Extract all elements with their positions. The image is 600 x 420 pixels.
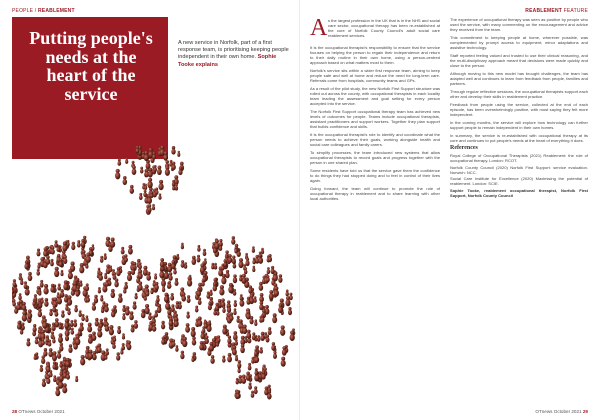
paragraph: It is the occupational therapist's role to identify and coordinate what the person needs to achieve their goals, working alongside health and social care colleagues and family carers. [310,132,440,147]
section-prefix: PEOPLE [12,8,34,14]
heart-hands-people-icon [12,132,302,404]
reference-item: Norfolk County Council (2020) Norfolk First Support: service evaluation. Norwich: NCC. [450,164,588,175]
paragraph: In the coming months, the service will explore how technology can further support people to remain independent in their own homes. [450,120,588,130]
footer-left [12,409,65,414]
article-column-2 [450,17,588,201]
paragraph: This commitment to keeping people at home, wherever possible, was complemented by prompt access to equipment, minor adaptations and assistive technology. [450,35,588,50]
paragraph: Norfolk's service sits within a wider first response team, aiming to keep people safe and well at home and reduce the need for long-term care. Referrals come from hospitals, community teams and GPs. [310,68,440,83]
article-column-1 [310,45,440,204]
publication-right: OTnews October 2021 [535,409,582,414]
paragraph: As a result of the pilot study, the new Norfolk First Support structure was rolled out across the county, with occupational therapists in each locality team leading the assessment and goal setting for every person accepted into the service. [310,86,440,106]
paragraph: Through regular reflective sessions, the occupational therapists support each other and develop their skills in reablement practice. [450,89,588,99]
page-number-left: 28 [12,409,18,414]
headline: Putting people's needs at the heart of the service [29,28,153,104]
section-name-right: REABLEMENT [525,8,563,14]
paragraph: In summary, the service is re-established with occupational therapy at its core and continues to put people's needs at the heart of everything it does. [450,133,588,143]
standfirst [178,40,290,69]
page-number-right: 29 [582,409,588,414]
paragraph: The experience of occupational therapy was seen as positive by people who used the service, with many commenting on the encouragement and advice they received from the team. [450,17,588,32]
references-heading: References [450,145,478,151]
publication-left: OTnews October 2021 [18,409,65,414]
paragraph: Although moving to this new model has brought challenges, the team has adapted well and continues to learn from feedback from people, families and partners. [450,71,588,86]
section-label-left: PEOPLE / REABLEMENT [12,8,75,14]
paragraph: Some residents have told us that the service gave them the confidence to do things they had stopped doing and to feel in control of their lives again. [310,168,440,183]
dropcap: A [310,15,328,41]
section-label-right [525,8,588,14]
standfirst-text: A new service in Norfolk, part of a first response team, is prioritising keeping people independent in their own home. [178,40,289,61]
article-intro: s the largest profession in the UK that is in the NHS and social care sector, occupational therapy has been re-established at the core of Norfolk County Council's adult social care reablement services. [328,18,440,38]
section-suffix: FEATURE [563,8,588,14]
author-bio: Sophie Tooke, reablement occupational therapist, Norfolk First Support, Norfolk County Council [450,187,588,198]
section-name-left: REABLEMENT [38,8,75,14]
byline: Sophie Tooke explains [178,54,277,68]
paragraph: Feedback from people using the service, collected at the end of each episode, has been overwhelmingly positive, with most saying they felt more independent. [450,102,588,117]
paragraph: Staff reported feeling valued and trusted to use their clinical reasoning, and the multi-disciplinary approach meant that decisions were made quickly and close to the person. [450,53,588,68]
paragraph: To simplify processes, the team introduced new systems that allow occupational therapists to record goals and progress together with the person in one shared plan. [310,150,440,165]
paragraph: It is the occupational therapist's responsibility to ensure that the service focuses on helping the person to regain their independence and return to their daily routine in their own home, using a person-centred approach based on what matters most to them. [310,45,440,65]
paragraph: Going forward, the team will continue to promote the role of occupational therapy in reablement and to share learning with other local authorities. [310,186,440,201]
paragraph: The Norfolk First Support occupational therapy team has achieved new levels of outcomes for people. Teams include occupational therapists, assistant practitioners and support workers. Together they plan support that builds confidence and skills. [310,109,440,129]
reference-item: Royal College of Occupational Therapists (2021) Reablement: the role of occupational therapy. London: RCOT. [450,153,588,163]
references-list [450,153,588,186]
reference-item: Social Care Institute for Excellence (2020) Maximising the potential of reablement. London: SCIE. [450,176,588,186]
footer-right [535,409,588,414]
